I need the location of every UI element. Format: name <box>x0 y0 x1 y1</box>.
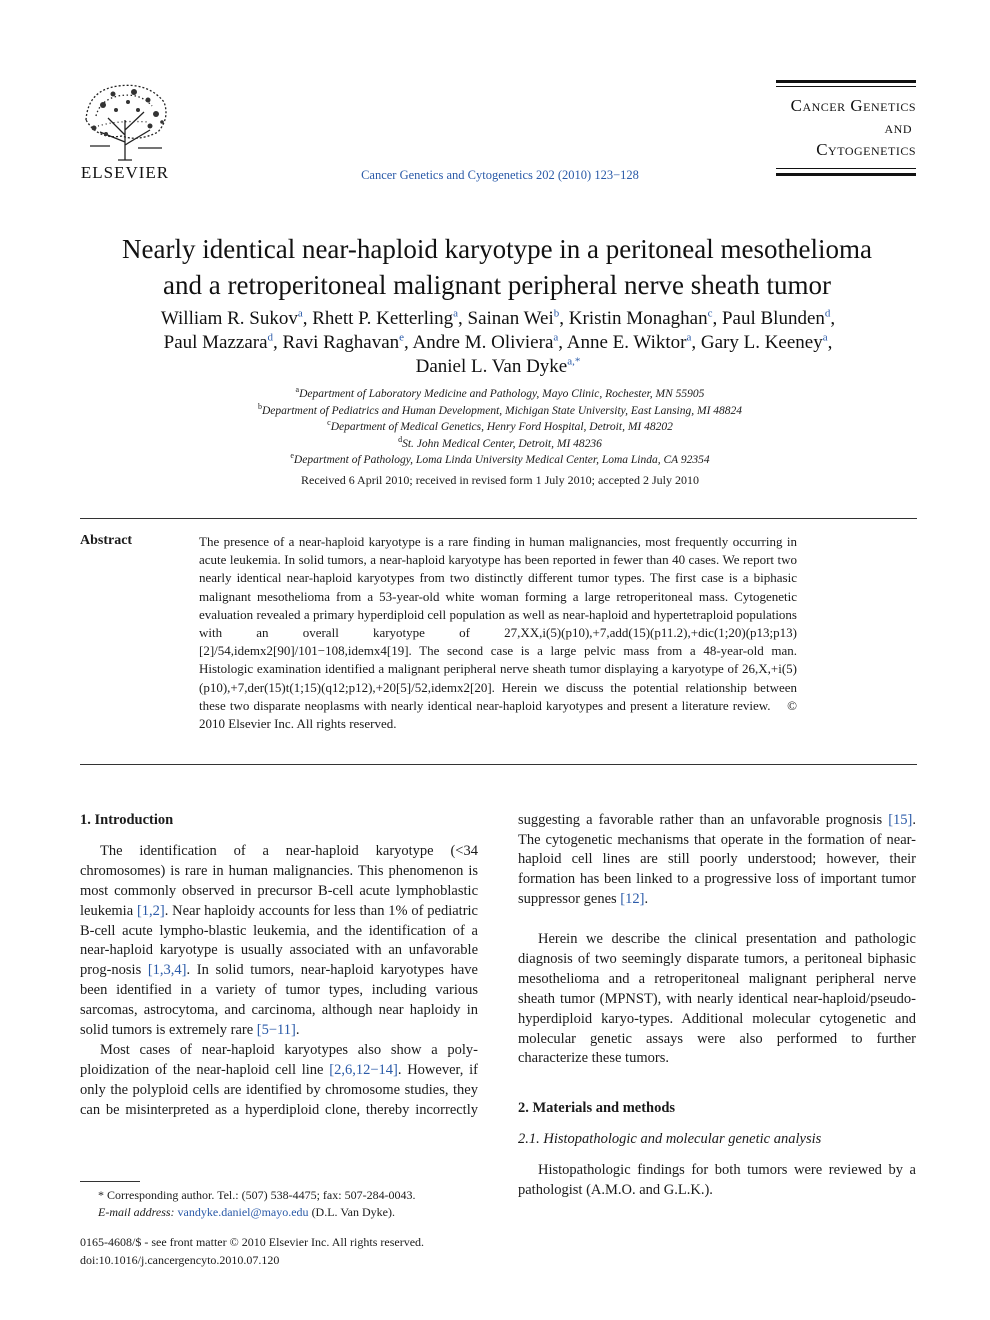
paragraph-text: suggesting a favorable rather than an unfavorable prognosis <box>518 811 883 828</box>
author-name: Ravi Raghavan <box>282 332 400 353</box>
author-name: Daniel L. Van Dyke <box>415 356 568 377</box>
affiliation-item <box>100 403 900 420</box>
author-name: Paul Mazzara <box>163 332 268 353</box>
affiliation-item <box>100 386 900 403</box>
section-heading-methods: 2. Materials and methods <box>518 1100 676 1117</box>
author-name: Rhett P. Ketterling <box>312 308 454 329</box>
email-suffix: (D.L. Van Dyke). <box>311 1204 395 1219</box>
affiliation-text: St. John Medical Center, Detroit, MI 48236 <box>402 437 602 450</box>
methods-paragraph-1: Histopathologic findings for both tumors were reviewed by a pathologist (A.M.O. and G.L.K.). <box>518 1162 916 1199</box>
paragraph-text: . <box>295 1022 300 1039</box>
intro-paragraph-2 <box>80 1041 478 1121</box>
journal-citation-link[interactable]: Cancer Genetics and Cytogenetics 202 (2010) 123−128 <box>361 168 639 182</box>
publisher-name: ELSEVIER <box>80 163 170 182</box>
received-dates: Received 6 April 2010; received in revised form 1 July 2010; accepted 2 July 2010 <box>301 473 699 487</box>
affiliation-text: Department of Pathology, Loma Linda University Medical Center, Loma Linda, CA 92354 <box>293 454 710 467</box>
author-name: Anne E. Wiktor <box>566 332 687 353</box>
author-affiliation-marker[interactable]: b <box>553 307 560 320</box>
paragraph-text: The identification of a near-haploid karyotype (<34 chromosomes) is rare in human malignancies. This phenomenon is most commonly observed in precursor B-cell acute lymphoblastic leukemia <box>80 842 478 919</box>
author-affiliation-marker[interactable]: a <box>686 331 692 344</box>
paragraph-text: . <box>644 891 649 908</box>
citation-link[interactable]: [12] <box>620 891 645 908</box>
author-affiliation-marker[interactable]: a <box>553 331 559 344</box>
author-name: Sainan Wei <box>467 308 554 329</box>
abstract-copyright: © 2010 Elsevier Inc. All rights reserved. <box>199 697 798 732</box>
author-name: Gary L. Keeney <box>700 332 823 353</box>
paragraph-text: . The cytogenetic mechanisms that operate in the formation of near-haploid cell lines are still poorly understood; however, their formation has been linked to a progressive loss of important tumor suppressor genes <box>518 811 916 908</box>
affiliation-marker: c <box>327 418 331 428</box>
abstract-text: The presence of a near-haploid karyotype is a rare finding in human malignancies, most frequently occurring in acute leukemia. In solid tumors, a near-haploid karyotype has been reported in fewer than 40 cases. We report two nearly identical near-haploid karyotypes from two distinctly different tumor types. The first case is a biphasic malignant mesothelioma from a 53-year-old white woman forming a large retroperitoneal mass. Cytogenetic evaluation revealed a primary hyperdiploid cell population as well as near-haploid and hypertetraploid populations with an overall karyotype of 27,XX,i(5)(p10),+7,add(15)(p11.2),+dic(1;20)(p13;p13)[2]/54,idemx2[90]/101−108,idemx4[19]. The second case is a large pelvic mass from a 48-year-old man. Histologic examination identified a malignant peripheral nerve sheath tumor displaying a karyotype of 26,X,+i(5)(p10),+7,der(15)t(1;15)(q12;p12),+20[5]/52,idemx2[20]. Herein we discuss the potential relationship between these two disparate neoplasms with nearly identical near-haploid karyotypes and present a literature review. <box>199 534 797 713</box>
affiliation-item <box>100 452 900 469</box>
author-affiliation-marker[interactable]: a,* <box>567 355 581 368</box>
paragraph-text: . In solid tumors, near-haploid karyotypes have been identified in a variety of tumor types, including various sarcomas, astrocytoma, and carcinoma, although near haploidy in solid tumors is extremely rare <box>80 962 478 1039</box>
front-matter <box>80 1233 480 1269</box>
issn-line: 0165-4608/$ - see front matter © 2010 Elsevier Inc. All rights reserved. <box>80 1235 425 1249</box>
intro-paragraph-2-continued <box>518 811 916 930</box>
journal-logo-line-3: Cytogenetics <box>816 140 916 159</box>
affiliation-list <box>100 386 900 469</box>
author-affiliation-marker[interactable]: a <box>822 331 828 344</box>
citation-link[interactable]: [15] <box>888 811 913 828</box>
author-affiliation-marker[interactable]: e <box>399 331 405 344</box>
author-name: William R. Sukov <box>160 308 298 329</box>
author-affiliation-marker[interactable]: a <box>453 307 459 320</box>
abstract-bottom-rule <box>80 764 917 765</box>
left-column <box>80 811 478 1121</box>
paragraph-text: . However, if only the polyploid cells are identified by chromosome studies, they can be misinterpreted as a hyperdiploid clone, thereby incorrectly <box>80 1061 478 1118</box>
intro-paragraph-2-flow <box>518 811 916 910</box>
affiliation-marker: a <box>295 385 300 395</box>
right-column <box>518 811 916 1201</box>
paragraph-text: Most cases of near-haploid karyotypes also show a poly-ploidization of the near-haploid cell line <box>80 1041 478 1078</box>
affiliation-item <box>100 419 900 436</box>
author-name: Paul Blunden <box>721 308 825 329</box>
abstract-top-rule <box>80 518 917 519</box>
doi-link[interactable]: 10.1016/j.cancergencyto.2010.07.120 <box>98 1253 280 1267</box>
tree-emblem-icon <box>78 80 172 162</box>
journal-logo-line-2: and <box>884 118 912 137</box>
author-affiliation-marker[interactable]: d <box>267 331 274 344</box>
intro-paragraph-3: Herein we describe the clinical presentation and pathologic diagnosis of two seemingly disparate tumors, a peritoneal biphasic mesothelioma and a retroperitoneal malignant peripheral nerve sheath tumor (MPNST), with nearly identical near-haploid/pseudo-hyperdiploid karyo-types. Additional molecular cytogenetic and molecular genetic assays were also performed to further characterize these tumors. <box>518 931 916 1067</box>
author-affiliation-marker[interactable]: d <box>824 307 831 320</box>
journal-logo <box>776 80 916 178</box>
affiliation-marker: b <box>257 401 262 411</box>
paper-title-line-1: Nearly identical near-haploid karyotype in a peritoneal mesothelioma <box>122 234 872 264</box>
author-name: Kristin Monaghan <box>568 308 708 329</box>
affiliation-marker: d <box>398 434 403 444</box>
citation-link[interactable]: [5−11] <box>256 1022 296 1039</box>
email-label: E-mail address: <box>98 1204 175 1219</box>
subsection-heading-histopathologic: 2.1. Histopathologic and molecular genetic analysis <box>518 1131 822 1148</box>
abstract-body <box>199 533 797 733</box>
paper-title <box>60 231 934 303</box>
paragraph-text: . Near haploidy accounts for less than 1% of pediatric B-cell acute lympho-blastic leukemia, and the identification of a near-haploid karyotype is usually associated with an unfavorable prog-nosis <box>80 902 478 979</box>
affiliation-item <box>100 436 900 453</box>
journal-logo-line-1: Cancer Genetics <box>790 96 916 115</box>
author-name: Andre M. Oliviera <box>412 332 554 353</box>
affiliation-text: Department of Medical Genetics, Henry Ford Hospital, Detroit, MI 48202 <box>330 421 673 434</box>
affiliation-text: Department of Laboratory Medicine and Pathology, Mayo Clinic, Rochester, MN 55905 <box>299 388 705 400</box>
section-heading-introduction: 1. Introduction <box>80 812 174 828</box>
doi-prefix: doi: <box>80 1253 99 1267</box>
abstract-heading: Abstract <box>80 533 133 548</box>
author-list: William R. Sukov$^a$, Rhett P. Ketterling$^a$, Sainan Wei$^b$, Kristin Monaghan$^c$, Paul Blunden$^d$, Paul Mazzara$^d$, Ravi Raghavan$^e$, Andre M. Oliviera$^a$, Anne E. Wiktor$^a$, Gary L. Keeney$^a$, Daniel L. Van Dyke$^{a,*}$ <box>160 307 836 377</box>
citation-link[interactable]: [1,3,4] <box>147 962 187 979</box>
citation-link[interactable]: [1,2] <box>136 902 165 919</box>
corresponding-author-note: * Corresponding author. Tel.: (507) 538-4475; fax: 507-284-0043. <box>98 1188 416 1202</box>
email-note <box>80 1204 480 1221</box>
author-affiliation-marker[interactable]: c <box>707 307 713 320</box>
citation-link[interactable]: [2,6,12−14] <box>329 1061 398 1078</box>
author-affiliation-marker[interactable]: a <box>297 307 303 320</box>
affiliation-text: Department of Pediatrics and Human Development, Michigan State University, East Lansing, MI 48824 <box>261 404 743 417</box>
footnote-rule <box>80 1181 140 1182</box>
paper-title-line-2: and a retroperitoneal malignant peripheral nerve sheath tumor <box>163 270 831 300</box>
intro-paragraph-1 <box>80 842 478 1041</box>
doi-line <box>80 1251 480 1269</box>
affiliation-marker: e <box>290 451 294 461</box>
footnotes <box>80 1187 480 1220</box>
email-link[interactable]: vandyke.daniel@mayo.edu <box>177 1204 309 1219</box>
